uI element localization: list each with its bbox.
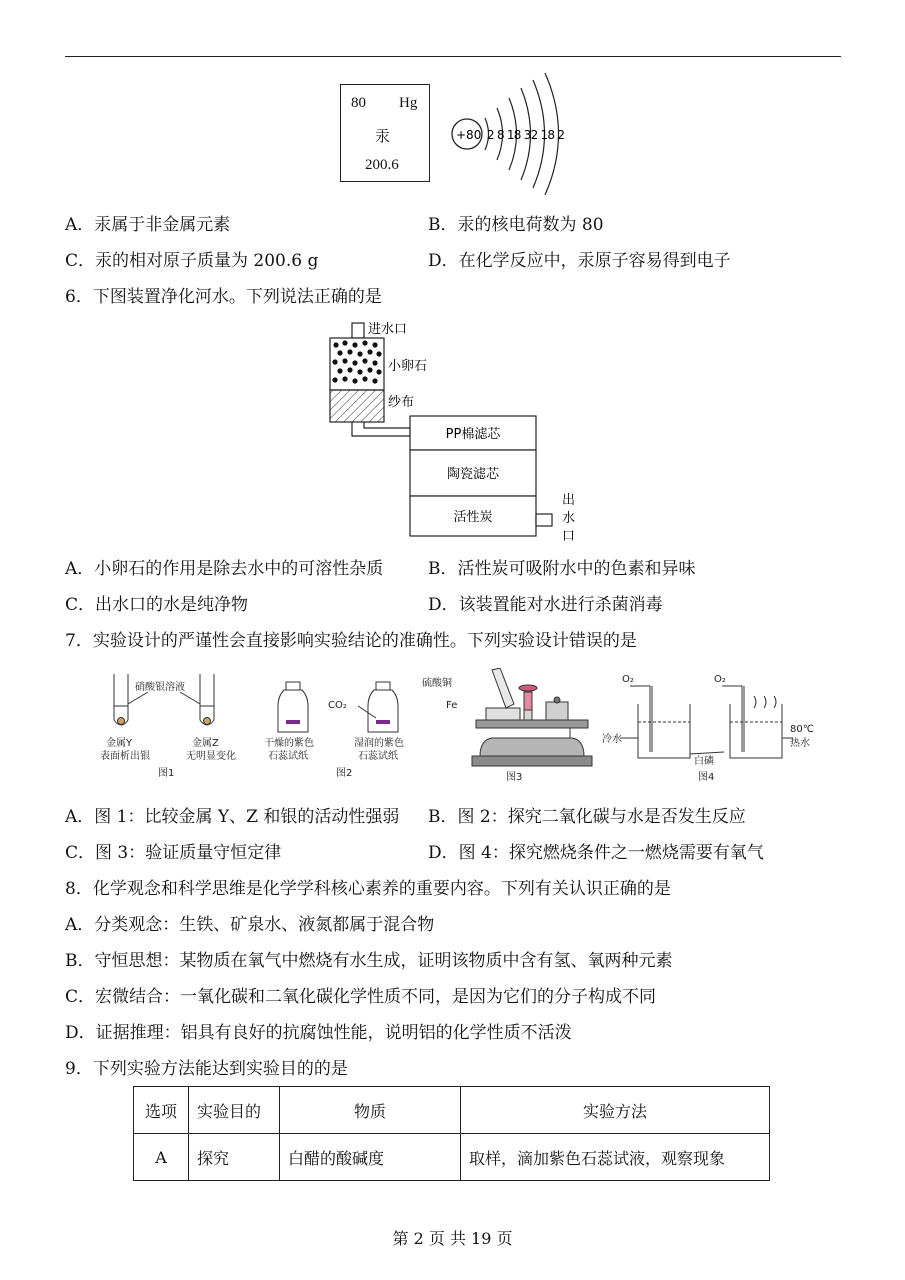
fig1-reagent: 硝酸银溶液 bbox=[135, 682, 185, 693]
figure-4 bbox=[620, 686, 792, 758]
fig1-z-result: 无明显变化 bbox=[186, 751, 236, 762]
q7-option-d: D．图 4：探究燃烧条件之一燃烧需要有氧气 bbox=[428, 843, 764, 863]
fig3-reagent: 硫酸铜 bbox=[422, 678, 452, 689]
pebble-label: 小卵石 bbox=[388, 359, 428, 374]
fig4-white-phosphorus: 白磷 bbox=[694, 756, 714, 767]
atom-structure-diagram bbox=[445, 70, 585, 200]
atomic-mass: 200.6 bbox=[365, 157, 399, 173]
cell-substance: 白醋的酸碱度 bbox=[280, 1134, 461, 1181]
q6-option-d: D．该装置能对水进行杀菌消毒 bbox=[428, 595, 663, 615]
fig4-temp: 80℃ bbox=[790, 724, 814, 735]
fig1-caption: 图1 bbox=[158, 768, 175, 779]
q7-option-a: A．图 1：比较金属 Y、Z 和银的活动性强弱 bbox=[65, 807, 400, 827]
outlet-label-1: 出 bbox=[562, 493, 576, 508]
fig2-dry-1: 干燥的紫色 bbox=[264, 738, 314, 749]
q5-option-b: B．汞的核电荷数为 80 bbox=[428, 215, 604, 235]
q6-option-b: B．活性炭可吸附水中的色素和异味 bbox=[428, 559, 696, 579]
fig4-o2-left: O₂ bbox=[622, 674, 634, 685]
fig1-z-label: 金属Z bbox=[192, 738, 219, 749]
fig1-y-label: 金属Y bbox=[106, 738, 133, 749]
q8-stem: 8．化学观念和科学思维是化学学科核心素养的重要内容。下列有关认识正确的是 bbox=[65, 879, 671, 899]
cell-option: A bbox=[134, 1134, 189, 1181]
q7-option-b: B．图 2：探究二氧化碳与水是否发生反应 bbox=[428, 807, 746, 827]
q8-option-a: A．分类观念：生铁、矿泉水、液氮都属于混合物 bbox=[65, 915, 435, 935]
header-option: 选项 bbox=[134, 1087, 189, 1134]
figure-3 bbox=[472, 668, 592, 766]
header-purpose: 实验目的 bbox=[189, 1087, 280, 1134]
outlet-label-2: 水 bbox=[562, 511, 576, 526]
ceramic-filter-label: 陶瓷滤芯 bbox=[446, 467, 500, 482]
q9-stem: 9．下列实验方法能达到实验目的的是 bbox=[65, 1059, 348, 1079]
q6-stem: 6．下图装置净化河水。下列说法正确的是 bbox=[65, 287, 382, 307]
nucleus-charge: +80 bbox=[456, 128, 482, 142]
cell-purpose: 探究 bbox=[189, 1134, 280, 1181]
electron-shells: 2 8 18 32 18 2 bbox=[487, 128, 565, 142]
q5-option-c: C．汞的相对原子质量为 200.6 g bbox=[65, 251, 319, 271]
pp-filter-label: PP棉滤芯 bbox=[445, 427, 501, 442]
fig3-caption: 图3 bbox=[506, 772, 523, 783]
inlet-label: 进水口 bbox=[368, 322, 408, 337]
q7-option-c: C．图 3：验证质量守恒定律 bbox=[65, 843, 282, 863]
q8-option-b: B．守恒思想：某物质在氧气中燃烧有水生成，证明该物质中含有氢、氧两种元素 bbox=[65, 951, 673, 971]
wet-litmus-paper bbox=[376, 720, 390, 724]
q8-option-d: D．证据推理：铝具有良好的抗腐蚀性能，说明铝的化学性质不活泼 bbox=[65, 1023, 572, 1043]
atomic-number: 80 bbox=[351, 95, 366, 111]
cell-method: 取样，滴加紫色石蕊试液，观察现象 bbox=[461, 1134, 770, 1181]
fig2-caption: 图2 bbox=[336, 768, 353, 779]
dry-litmus-paper bbox=[286, 720, 300, 724]
fig3-metal: Fe bbox=[446, 700, 458, 711]
header-method: 实验方法 bbox=[461, 1087, 770, 1134]
q7-stem: 7．实验设计的严谨性会直接影响实验结论的准确性。下列实验设计错误的是 bbox=[65, 631, 637, 651]
fig4-o2-right: O₂ bbox=[714, 674, 726, 685]
outlet-label-3: 口 bbox=[562, 529, 576, 544]
fig2-wet-1: 湿润的紫色 bbox=[354, 738, 404, 749]
table-header-row bbox=[134, 1087, 770, 1134]
element-symbol: Hg bbox=[399, 95, 418, 111]
q6-option-c: C．出水口的水是纯净物 bbox=[65, 595, 249, 615]
fig2-gas: CO₂ bbox=[328, 700, 347, 711]
gauze-label: 纱布 bbox=[388, 395, 415, 410]
q5-option-a: A．汞属于非金属元素 bbox=[65, 215, 231, 235]
q8-option-c: C．宏微结合：一氧化碳和二氧化碳化学性质不同，是因为它们的分子构成不同 bbox=[65, 987, 657, 1007]
q7-figures bbox=[100, 668, 820, 788]
q5-option-d: D．在化学反应中，汞原子容易得到电子 bbox=[428, 251, 731, 271]
page-footer: 第 2 页 共 19 页 bbox=[392, 1229, 513, 1248]
fig4-caption: 图4 bbox=[698, 772, 715, 783]
header-substance: 物质 bbox=[280, 1087, 461, 1134]
carbon-filter-label: 活性炭 bbox=[453, 510, 493, 525]
fig1-y-result: 表面析出银 bbox=[100, 751, 150, 762]
top-rule bbox=[65, 56, 841, 57]
q6-option-a: A．小卵石的作用是除去水中的可溶性杂质 bbox=[65, 559, 384, 579]
fig4-hot-water: 热水 bbox=[790, 738, 810, 749]
water-purifier-diagram bbox=[320, 318, 590, 550]
element-card bbox=[340, 84, 430, 182]
fig2-dry-2: 石蕊试纸 bbox=[268, 751, 308, 762]
fig4-cold-water: 冷水 bbox=[602, 734, 622, 745]
element-name: 汞 bbox=[375, 129, 391, 145]
fig2-wet-2: 石蕊试纸 bbox=[358, 751, 398, 762]
table-row bbox=[134, 1134, 770, 1181]
q9-table bbox=[133, 1086, 770, 1181]
